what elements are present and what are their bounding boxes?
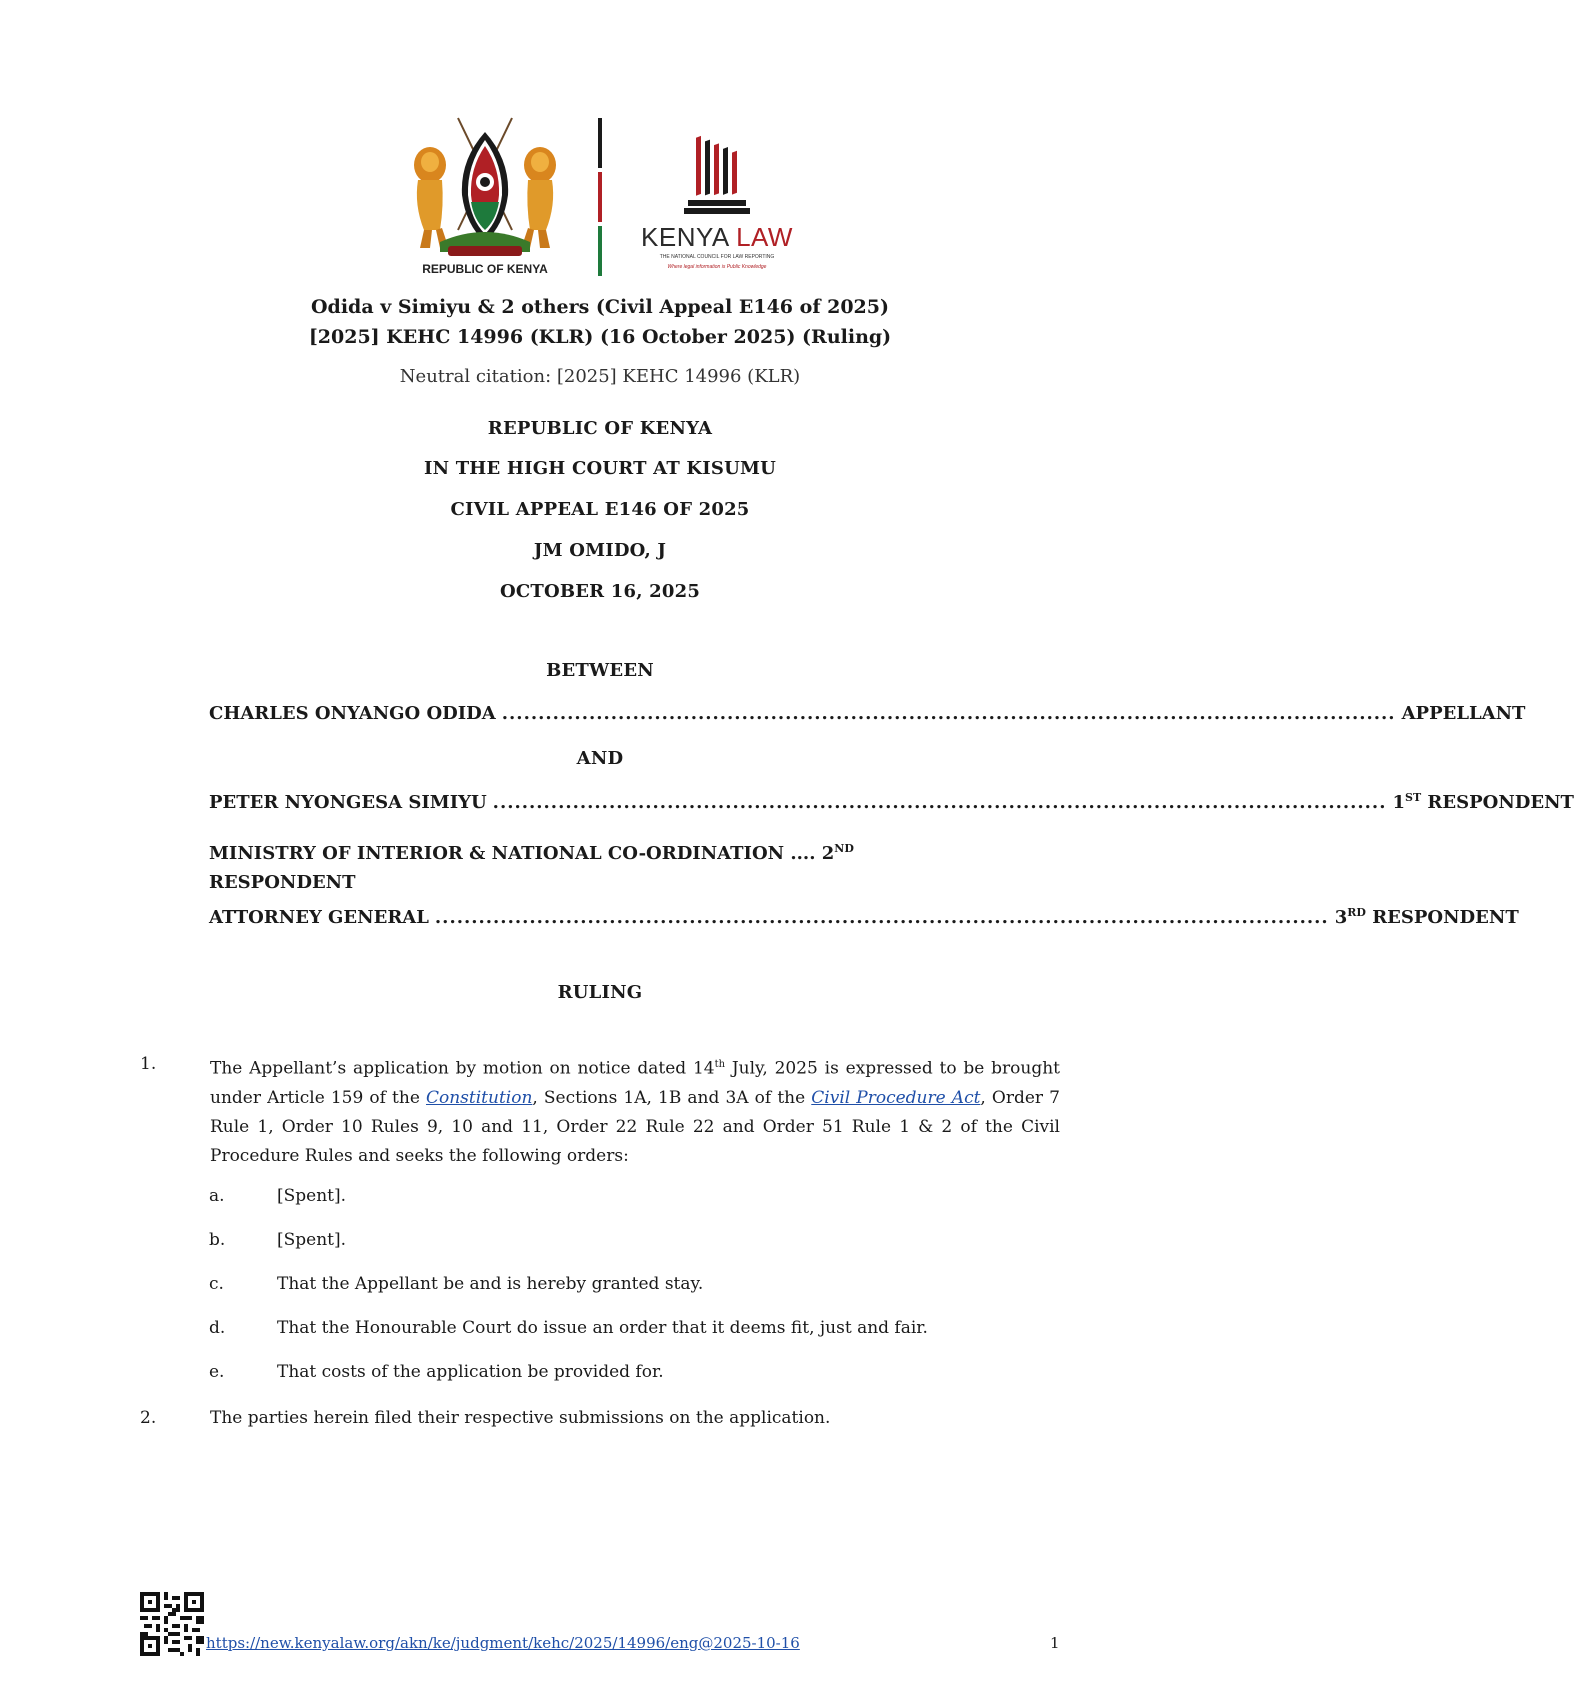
court-name: IN THE HIGH COURT AT KISUMU bbox=[423, 458, 777, 479]
constitution-link[interactable]: Constitution bbox=[425, 1087, 533, 1108]
page-number: 1 bbox=[1050, 1634, 1060, 1652]
party-name: ATTORNEY GENERAL bbox=[209, 907, 429, 928]
between-heading: BETWEEN bbox=[546, 660, 654, 681]
paragraph-number: 2. bbox=[140, 1408, 157, 1428]
party-name: CHARLES ONYANGO ODIDA bbox=[209, 703, 496, 724]
case-number: CIVIL APPEAL E146 OF 2025 bbox=[450, 499, 750, 520]
case-citation: [2025] KEHC 14996 (KLR) (16 October 2025) (Ruling) bbox=[308, 326, 892, 348]
leader-dots: ........................................................................................................................... bbox=[492, 792, 1387, 813]
paragraph-2 bbox=[140, 1404, 1060, 1444]
kenya-law-logo bbox=[632, 130, 802, 280]
order-label: c. bbox=[209, 1274, 224, 1294]
judgment-url-link[interactable]: https://new.kenyalaw.org/akn/ke/judgment/kehc/2025/14996/eng@2025-10-16 bbox=[206, 1634, 800, 1652]
leader-dots: ........................................................................................................................... bbox=[434, 907, 1329, 928]
judge-name: JM OMIDO, J bbox=[533, 540, 667, 561]
paragraph-text: The Appellant’s application by motion on notice dated 14th July, 2025 is expressed to be brought under Article 159 of the Constitution, Sections 1A, 1B and 3A of the Civil Procedure Act, Order 7 Rule 1, Order 10 Rules 9, 10 and 11, Order 22 Rule 22 and Order 51 Rule 1 & 2 of the Civil Procedure Rules and seeks the following orders: bbox=[210, 1058, 1060, 1166]
neutral-citation: Neutral citation: [2025] KEHC 14996 (KLR) bbox=[399, 366, 801, 387]
paragraph-number: 1. bbox=[140, 1054, 157, 1074]
order-label: e. bbox=[209, 1362, 225, 1382]
kenya-coat-of-arms-icon bbox=[400, 110, 570, 270]
order-text: That the Honourable Court do issue an order that it deems fit, just and fair. bbox=[277, 1318, 928, 1338]
party-role: APPELLANT bbox=[1401, 703, 1526, 724]
party-ordinal: 2ND bbox=[821, 842, 854, 864]
paragraph-text: The parties herein filed their respective submissions on the application. bbox=[210, 1408, 831, 1428]
order-text: That the Appellant be and is hereby granted stay. bbox=[277, 1274, 704, 1294]
header-logos bbox=[400, 110, 820, 285]
party-role: RESPONDENT bbox=[209, 872, 356, 893]
ruling-date: OCTOBER 16, 2025 bbox=[499, 581, 701, 602]
qr-code-icon bbox=[140, 1592, 204, 1656]
republic-heading: REPUBLIC OF KENYA bbox=[487, 418, 713, 439]
order-text: [Spent]. bbox=[277, 1186, 347, 1206]
paragraph-1 bbox=[140, 1050, 1060, 1170]
kenya-law-tagline: Where legal information is Public Knowledge bbox=[667, 264, 767, 270]
party-name: MINISTRY OF INTERIOR & NATIONAL CO-ORDINATION bbox=[209, 843, 785, 864]
case-title: Odida v Simiyu & 2 others (Civil Appeal E146 of 2025) bbox=[311, 296, 889, 318]
order-text: That costs of the application be provided for. bbox=[277, 1362, 664, 1382]
party-respondent-2 bbox=[209, 834, 996, 897]
party-respondent-3 bbox=[209, 906, 1519, 928]
party-role: 1ST RESPONDENT bbox=[1392, 791, 1574, 813]
leader-dots: ........................................................................................................................... bbox=[501, 703, 1396, 724]
kenya-law-subtitle: THE NATIONAL COUNCIL FOR LAW REPORTING bbox=[659, 254, 775, 260]
party-appellant bbox=[209, 703, 1526, 724]
leader-dots: .... bbox=[790, 843, 816, 864]
civil-procedure-act-link[interactable]: Civil Procedure Act bbox=[811, 1087, 981, 1108]
order-text: [Spent]. bbox=[277, 1230, 347, 1250]
order-label: a. bbox=[209, 1186, 225, 1206]
party-name: PETER NYONGESA SIMIYU bbox=[209, 792, 487, 813]
coat-caption: REPUBLIC OF KENYA bbox=[422, 262, 548, 276]
ruling-heading: RULING bbox=[557, 982, 643, 1003]
order-label: d. bbox=[209, 1318, 226, 1338]
kenya-law-wordmark: KENYA LAW bbox=[641, 222, 793, 252]
order-label: b. bbox=[209, 1230, 226, 1250]
kenya-law-pillars-icon bbox=[632, 130, 802, 220]
and-heading: AND bbox=[576, 748, 624, 769]
party-role: 3RD RESPONDENT bbox=[1334, 906, 1519, 928]
flag-divider bbox=[598, 118, 602, 276]
party-respondent-1 bbox=[209, 791, 1574, 813]
